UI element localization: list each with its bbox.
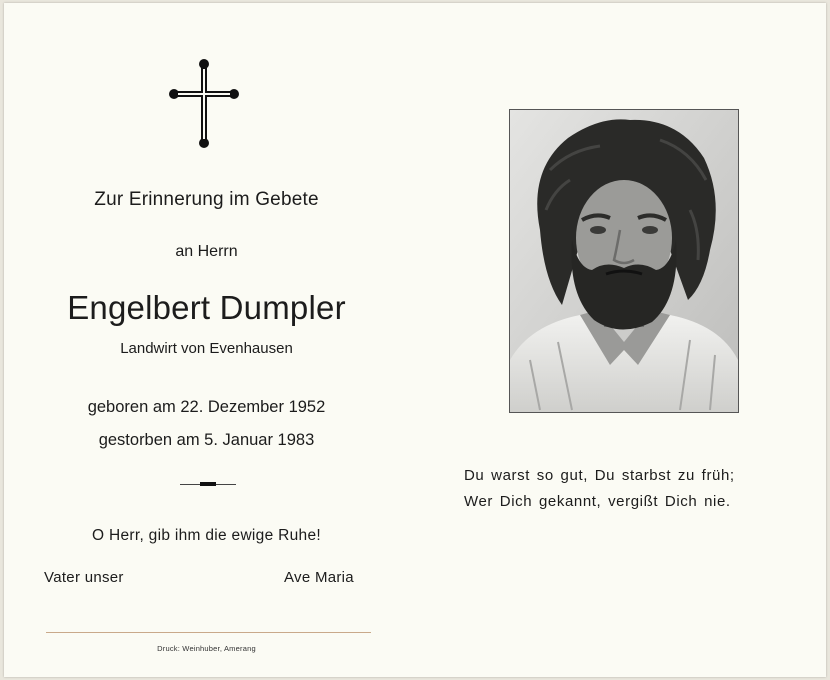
prayer-text: O Herr, gib ihm die ewige Ruhe! bbox=[92, 527, 321, 544]
addressee-label: an Herrn bbox=[175, 243, 238, 260]
occupation-text: Landwirt von Evenhausen bbox=[120, 340, 293, 357]
ornament-divider bbox=[180, 483, 236, 485]
prayer-ave-maria: Ave Maria bbox=[284, 569, 354, 586]
portrait-image bbox=[510, 110, 738, 412]
printer-credit: Druck: Weinhuber, Amerang bbox=[157, 644, 256, 653]
left-panel bbox=[4, 3, 409, 677]
cross-icon bbox=[168, 57, 240, 149]
deceased-name: Engelbert Dumpler bbox=[67, 289, 346, 326]
portrait-photo bbox=[509, 109, 739, 413]
verse-line-2: Wer Dich gekannt, vergißt Dich nie. bbox=[464, 493, 731, 510]
death-date: gestorben am 5. Januar 1983 bbox=[98, 431, 315, 449]
birth-date: geboren am 22. Dezember 1952 bbox=[87, 398, 326, 416]
card-heading: Zur Erinnerung im Gebete bbox=[94, 189, 319, 210]
verse-line-1: Du warst so gut, Du starbst zu früh; bbox=[464, 467, 735, 484]
bottom-rule bbox=[46, 632, 371, 633]
right-panel bbox=[409, 3, 826, 677]
prayer-vater-unser: Vater unser bbox=[44, 569, 124, 586]
memorial-card bbox=[4, 3, 826, 677]
